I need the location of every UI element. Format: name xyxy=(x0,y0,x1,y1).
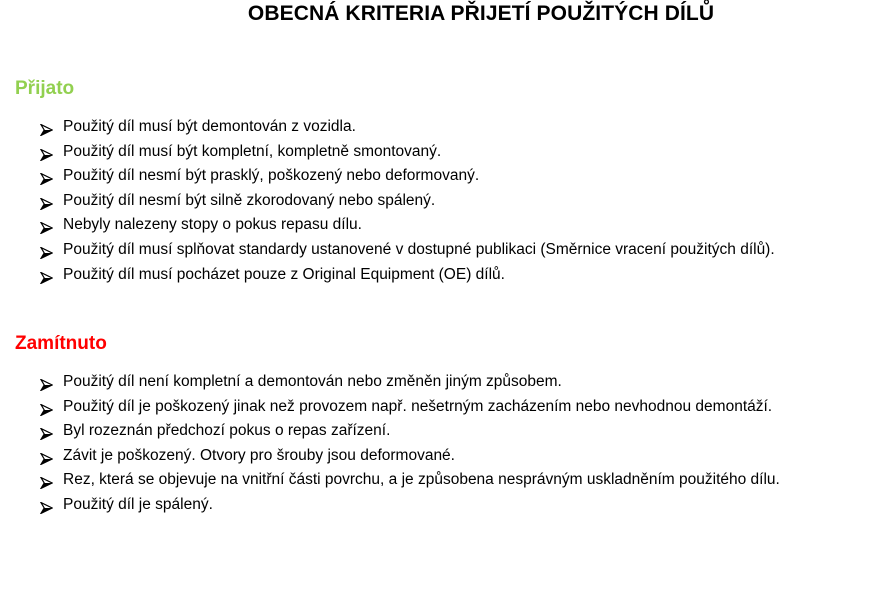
arrowhead-bullet-icon xyxy=(40,499,53,511)
accepted-criteria-text: Použitý díl musí být kompletní, kompletně smontovaný. xyxy=(63,142,442,160)
arrowhead-bullet-icon xyxy=(40,269,53,281)
arrowhead-bullet-icon xyxy=(40,244,53,256)
accepted-criteria-text: Použitý díl musí být demontován z vozidla. xyxy=(63,118,356,135)
accepted-criteria-text: Použitý díl musí splňovat standardy ustanovené v dostupné publikaci (Směrnice vracení použitých dílů). xyxy=(63,240,775,258)
accepted-criteria-text: Použitý díl musí pocházet pouze z Original Equipment (OE) dílů. xyxy=(63,265,505,283)
arrowhead-bullet-icon xyxy=(40,474,53,486)
rejected-criteria-text: Rez, která se objevuje na vnitřní části povrchu, a je způsobena nesprávným uskladněním použitého dílu. xyxy=(63,471,780,489)
arrowhead-bullet-icon xyxy=(40,195,53,207)
accepted-criteria-text: Nebyly nalezeny stopy o pokus repasu dílu. xyxy=(63,216,362,234)
rejected-criteria-text: Byl rozeznán předchozí pokus o repas zařízení. xyxy=(63,422,391,440)
rejected-criteria-text: Použitý díl není kompletní a demontován nebo změněn jiným způsobem. xyxy=(63,373,562,390)
rejected-criteria-text: Závit je poškozený. Otvory pro šrouby jsou deformované. xyxy=(63,446,455,464)
arrowhead-bullet-icon xyxy=(40,376,53,388)
arrowhead-bullet-icon xyxy=(40,401,53,413)
arrowhead-bullet-icon xyxy=(40,219,53,231)
arrowhead-bullet-icon xyxy=(40,170,53,182)
rejected-criteria-text: Použitý díl je poškozený jinak než provozem např. nešetrným zacházením nebo nevhodnou demontáží. xyxy=(63,397,773,415)
accepted-criteria-text: Použitý díl nesmí být prasklý, poškozený nebo deformovaný. xyxy=(63,167,480,185)
arrowhead-bullet-icon xyxy=(40,146,53,158)
rejected-criteria-text: Použitý díl je spálený. xyxy=(63,495,213,513)
rejected-heading: Zamítnuto xyxy=(15,333,107,354)
arrowhead-bullet-icon xyxy=(40,425,53,437)
page-title: OBECNÁ KRITERIA PŘIJETÍ POUŽITÝCH DÍLŮ xyxy=(247,2,715,25)
accepted-heading: Přijato xyxy=(15,78,75,99)
arrowhead-bullet-icon xyxy=(40,450,53,462)
accepted-criteria-text: Použitý díl nesmí být silně zkorodovaný nebo spálený. xyxy=(63,191,436,209)
arrowhead-bullet-icon xyxy=(40,121,53,133)
